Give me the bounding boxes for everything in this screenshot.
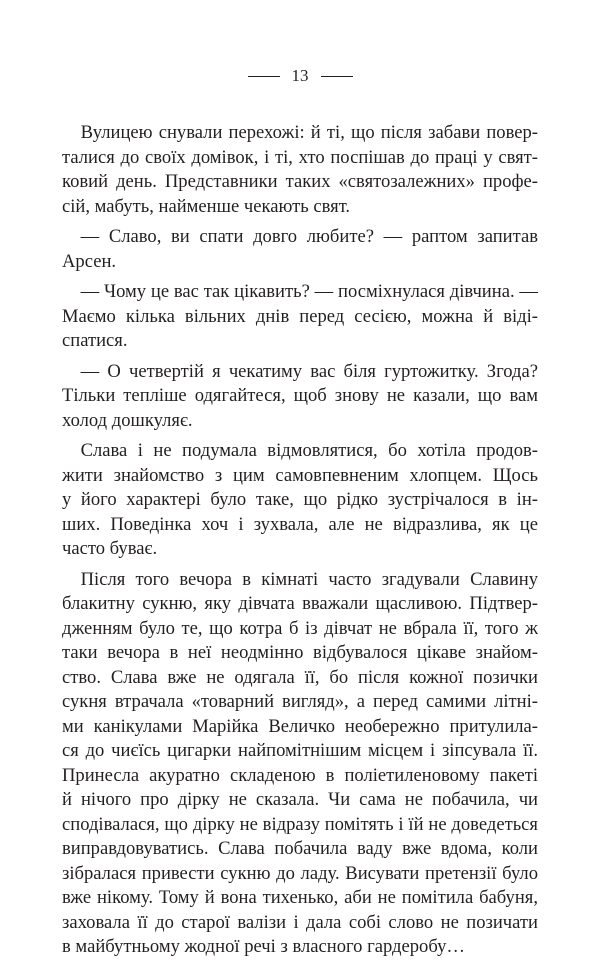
text-line: дженням було те, що котра б із дівчат не вбрала її, того ж	[62, 617, 538, 639]
text-line: в майбутньому жодної речі з власного гардеробу…	[62, 936, 465, 957]
text-line: у його характері було таке, що рідко зустрічалося в ін-	[62, 489, 538, 510]
text-line: Маємо кілька вільних днів перед сесією, можна й віді-	[62, 305, 538, 327]
page-number-left-rule	[248, 76, 280, 77]
paragraph	[62, 121, 538, 219]
text-line: талися до своїх домівок, і ті, хто поспішав до праці у свят-	[62, 146, 538, 168]
text-line: сій, мабуть, найменше чекають свят.	[62, 195, 351, 217]
text-line: — Чому це вас так цікавить? — посміхнулася дівчина. —	[62, 281, 538, 302]
page-number-right-rule	[321, 76, 353, 77]
page-header	[0, 66, 600, 86]
text-line: ми канікулами Марійка Величко необережно притулила-	[62, 715, 538, 737]
text-line: зібралася привести сукню до ладу. Висувати претензії було	[62, 862, 538, 884]
text-line: Тільки тепліше одягайтеся, щоб знову не казали, що вам	[62, 385, 538, 406]
text-line: заховала її до старої валізи і дала собі слово не позичати	[62, 911, 538, 933]
text-line: холод дошкуляє.	[62, 409, 193, 431]
text-line: Слава і не подумала відмовлятися, бо хотіла продов-	[62, 440, 538, 461]
paragraph	[62, 280, 538, 354]
paragraph	[62, 225, 538, 274]
text-line: блакитну сукню, яку дівчата вважали щасливою. Підтвер-	[62, 593, 538, 614]
text-line: Арсен.	[62, 250, 117, 272]
text-line: сподівалася, що дірку не відразу помітять і їй не доведеться	[62, 813, 538, 835]
text-line: вже нікому. Тому й вона тихенько, аби не помітила бабуня,	[62, 887, 538, 908]
text-line: ся до чиєїсь цигарки найпомітнішим місцем і зіпсувала її.	[62, 740, 538, 761]
text-line: ковий день. Представники таких «святозалежних» профе-	[62, 171, 538, 192]
text-line: Принесла акуратно складеною в поліетиленовому пакеті	[62, 764, 538, 786]
text-line: й нічого про дірку не сказала. Чи сама не побачила, чи	[62, 789, 538, 810]
text-line: — Славо, ви спати довго любите? — раптом запитав	[62, 226, 538, 247]
text-line: — О четвертій я чекатиму вас біля гуртожитку. Згода?	[62, 360, 538, 382]
text-line: Після того вечора в кімнаті часто згадували Славину	[62, 568, 538, 590]
page-number: 13	[291, 66, 309, 85]
text-line: Вулицею снували перехожі: й ті, що після забави повер-	[62, 122, 538, 143]
text-line: виправдовуватись. Слава побачила ваду вже вдома, коли	[62, 838, 538, 859]
paragraph	[62, 439, 538, 562]
text-line: ство. Слава вже не одягала її, бо після кожної позички	[62, 666, 538, 688]
paragraph	[62, 360, 538, 434]
text-line: жити знайомство з цим самовпевненим хлопцем. Щось	[62, 464, 538, 486]
text-line: часто буває.	[62, 538, 158, 559]
text-line: спатися.	[62, 330, 128, 351]
text-line: таки вечора в неї неодмінно відбувалося цікаве знайом-	[62, 642, 538, 663]
text-line: сукня втрачала «товарний вигляд», а перед самими літні-	[62, 691, 538, 712]
paragraph	[62, 568, 538, 960]
text-line: ших. Поведінка хоч і зухвала, але не відразлива, як це	[62, 513, 538, 535]
body-text	[62, 121, 538, 960]
